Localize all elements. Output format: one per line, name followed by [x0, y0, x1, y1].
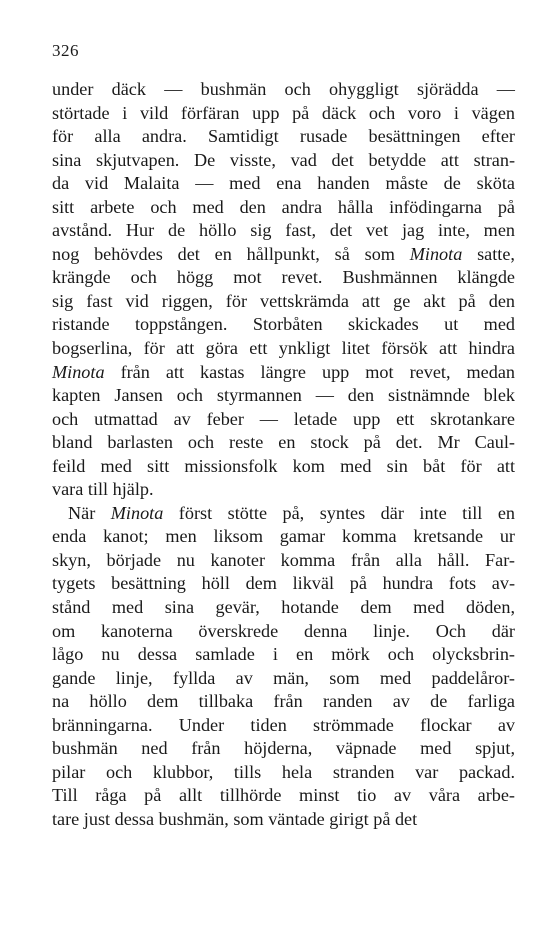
text-line	[52, 761, 515, 785]
text-segment: skyn, började nu kanoter komma från alla håll. Far-	[52, 549, 515, 570]
text-line	[52, 149, 515, 173]
page-number: 326	[52, 41, 79, 60]
text-line	[52, 690, 515, 714]
text-segment: sig fast vid riggen, för vettskrämda att ge akt på den	[52, 290, 515, 311]
text-segment: bland barlasten och reste en stock på det. Mr Caul-	[52, 432, 515, 453]
text-segment: När	[68, 502, 111, 523]
text-line	[52, 667, 515, 691]
text-segment: Till råga på allt tillhörde minst tio av våra arbe-	[52, 785, 515, 806]
text-segment: störtade i vild förfäran upp på däck och voro i vägen	[52, 102, 515, 123]
text-segment: kapten Jansen och styrmannen — den sistnämnde blek	[52, 385, 515, 406]
text-segment: från att kastas längre upp mot revet, medan	[104, 361, 515, 382]
text-line	[52, 549, 515, 573]
text-line	[52, 620, 515, 644]
text-line	[52, 596, 515, 620]
text-line	[52, 714, 515, 738]
text-segment: bränningarna. Under tiden strömmade flockar av	[52, 714, 515, 735]
paragraph	[52, 502, 515, 832]
text-segment: krängde och högg mot revet. Bushmännen klängde	[52, 267, 515, 288]
ship-name: Minota	[409, 243, 463, 264]
text-line	[52, 455, 515, 479]
text-segment: först stötte på, syntes där inte till en	[163, 502, 516, 523]
text-segment: ristande toppstången. Storbåten skickades ut med	[52, 314, 515, 335]
text-line	[52, 337, 515, 361]
text-line	[52, 384, 515, 408]
ship-name: Minota	[110, 502, 164, 523]
text-segment: sina skjutvapen. De visste, vad det betydde att stran-	[52, 149, 515, 170]
text-line	[52, 572, 515, 596]
text-line	[52, 243, 515, 267]
text-line	[52, 478, 515, 502]
text-segment: enda kanot; men liksom gamar komma kretsande ur	[52, 526, 515, 547]
text-segment: tare just dessa bushmän, som väntade girigt på det	[52, 808, 418, 829]
text-line	[52, 102, 515, 126]
text-segment: gande linje, fyllda av män, som med paddelåror-	[52, 667, 515, 688]
text-segment: om kanoterna överskrede denna linje. Och där	[52, 620, 515, 641]
text-line	[52, 219, 515, 243]
text-segment: feild med sitt missionsfolk kom med sin båt för att	[52, 455, 515, 476]
text-segment: da vid Malaita — med ena handen måste de sköta	[52, 173, 515, 194]
text-line	[52, 408, 515, 432]
text-line	[52, 172, 515, 196]
text-line	[52, 808, 515, 832]
text-line	[52, 737, 515, 761]
text-segment: tygets besättning höll dem likväl på hundra fots av-	[52, 573, 515, 594]
text-segment: pilar och klubbor, tills hela stranden var packad.	[52, 761, 515, 782]
text-line	[52, 502, 515, 526]
text-line	[52, 784, 515, 808]
text-segment: och utmattad av feber — letade upp ett skrotankare	[52, 408, 515, 429]
text-line	[52, 313, 515, 337]
text-segment: under däck — bushmän och ohyggligt sjörädda —	[52, 79, 515, 99]
ship-name: Minota	[52, 361, 105, 382]
text-segment: nog behövdes det en hållpunkt, så som	[52, 243, 410, 264]
text-segment: för alla andra. Samtidigt rusade besättningen efter	[52, 126, 515, 147]
text-line	[52, 290, 515, 314]
text-line	[52, 266, 515, 290]
text-segment: avstånd. Hur de höllo sig fast, det vet jag inte, men	[52, 220, 515, 241]
text-segment: satte,	[462, 243, 515, 264]
text-segment: na höllo dem tillbaka från randen av de farliga	[52, 691, 515, 712]
text-line	[52, 525, 515, 549]
text-segment: sitt arbete och med den andra hålla infödingarna på	[52, 196, 515, 217]
text-segment: lågo nu dessa samlade i en mörk och olycksbrin-	[52, 644, 515, 665]
text-line	[52, 196, 515, 220]
text-line	[52, 431, 515, 455]
text-line	[52, 361, 515, 385]
text-line	[52, 643, 515, 667]
text-line	[52, 78, 515, 102]
paragraph	[52, 78, 515, 502]
text-segment: bushmän ned från höjderna, väpnade med spjut,	[52, 738, 515, 759]
text-segment: bogserlina, för att göra ett ynkligt litet försök att hindra	[52, 338, 515, 359]
text-segment: vara till hjälp.	[52, 479, 154, 500]
text-segment: stånd med sina gevär, hotande dem med döden,	[52, 597, 515, 618]
text-line	[52, 125, 515, 149]
body-text	[52, 78, 515, 832]
